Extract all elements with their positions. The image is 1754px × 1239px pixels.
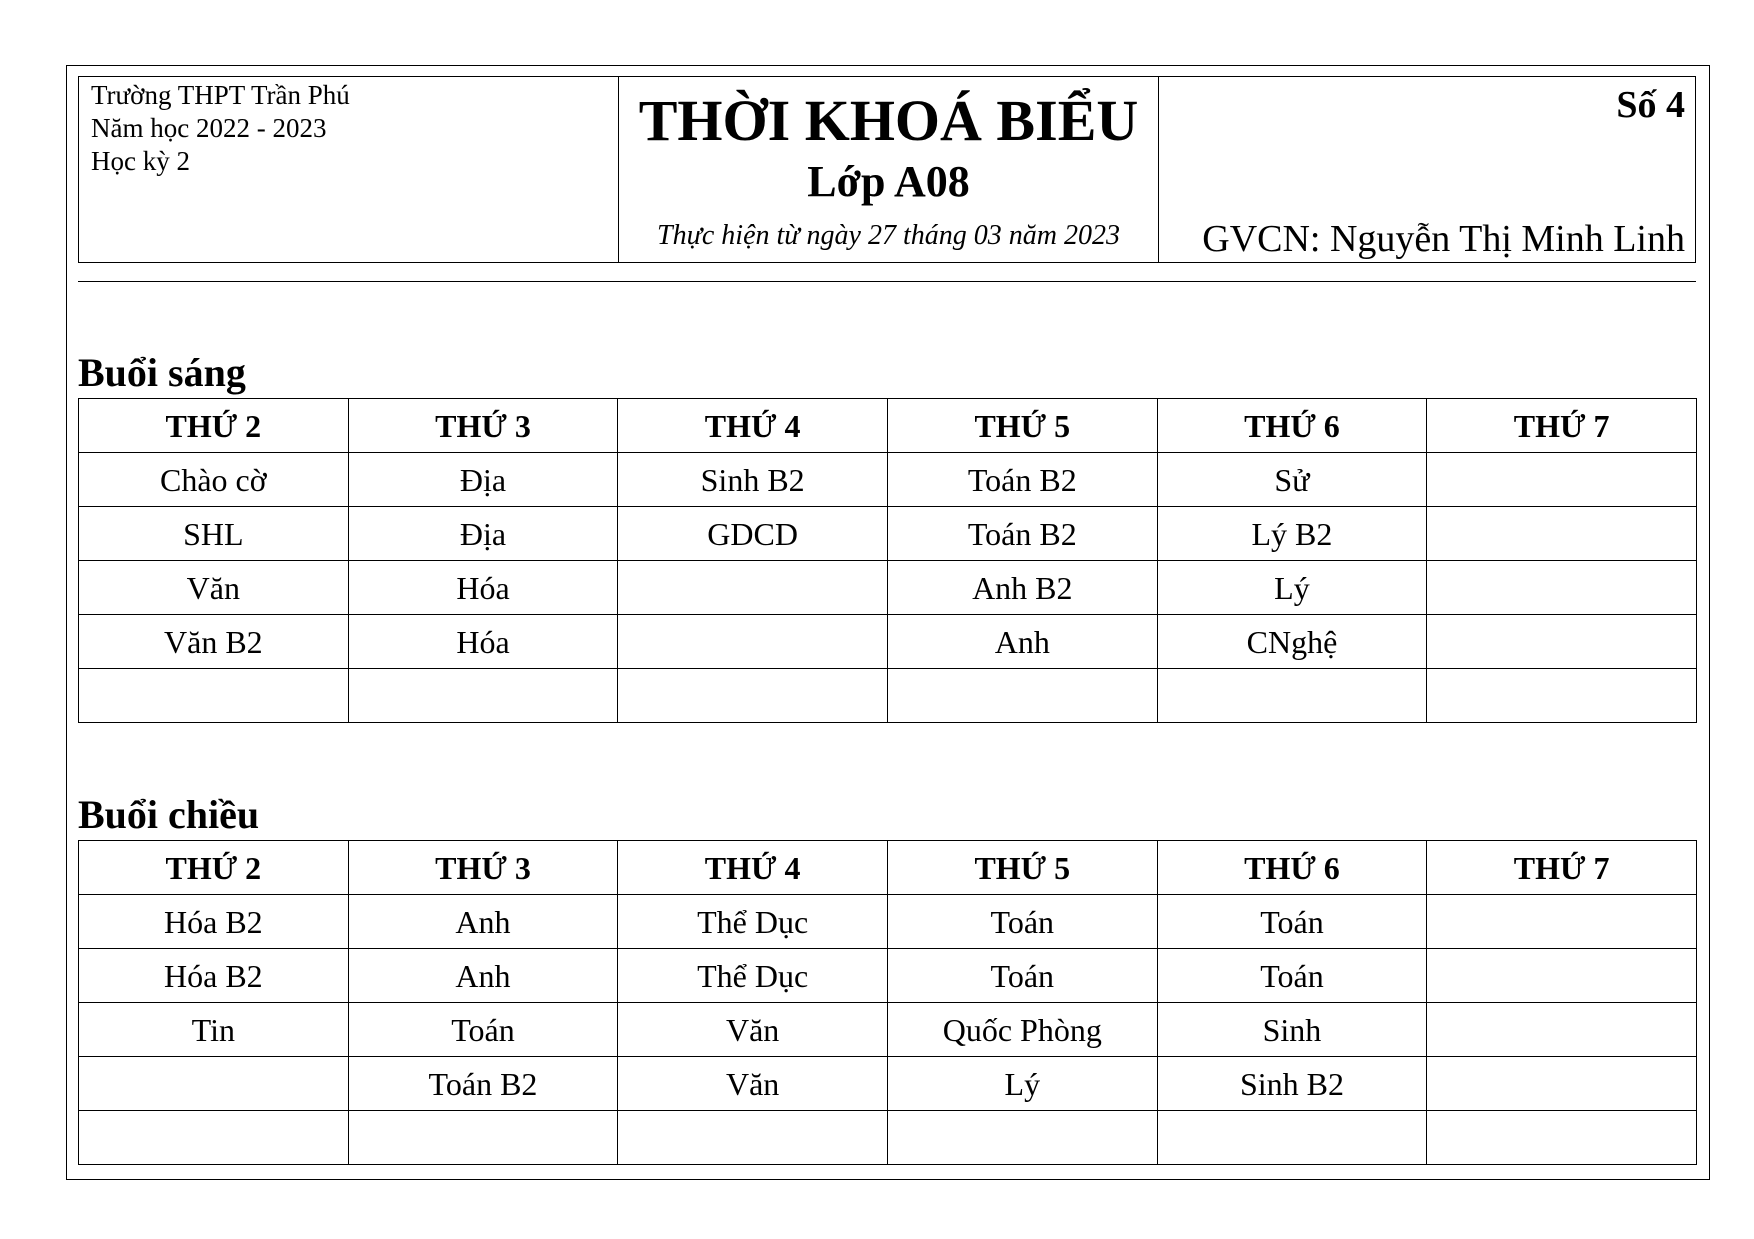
lesson-cell xyxy=(1427,895,1697,949)
lesson-cell xyxy=(1427,561,1697,615)
day-header: THỨ 7 xyxy=(1427,399,1697,453)
lesson-cell: Văn xyxy=(618,1003,888,1057)
day-header: THỨ 3 xyxy=(348,841,618,895)
school-name: Trường THPT Trần Phú xyxy=(91,80,350,110)
lesson-cell xyxy=(618,1111,888,1165)
lesson-cell xyxy=(1427,669,1697,723)
lesson-cell xyxy=(79,1111,349,1165)
lesson-cell xyxy=(1427,949,1697,1003)
lesson-cell: Địa xyxy=(348,453,618,507)
table-header-row xyxy=(79,399,1697,453)
table-row xyxy=(79,507,1697,561)
lesson-cell: Toán B2 xyxy=(887,453,1157,507)
morning-session-title: Buổi sáng xyxy=(78,350,246,395)
lesson-cell: Văn B2 xyxy=(79,615,349,669)
lesson-cell: Hóa xyxy=(348,615,618,669)
table-row xyxy=(79,561,1697,615)
lesson-cell xyxy=(1427,453,1697,507)
effective-date: Thực hiện từ ngày 27 tháng 03 năm 2023 xyxy=(657,220,1120,251)
lesson-cell: Thể Dục xyxy=(618,895,888,949)
day-header: THỨ 6 xyxy=(1157,841,1427,895)
lesson-cell xyxy=(1157,1111,1427,1165)
lesson-cell: Sinh xyxy=(1157,1003,1427,1057)
lesson-cell: Sinh B2 xyxy=(1157,1057,1427,1111)
table-header-row xyxy=(79,841,1697,895)
day-header: THỨ 7 xyxy=(1427,841,1697,895)
lesson-cell: Lý B2 xyxy=(1157,507,1427,561)
document-info xyxy=(1159,77,1695,262)
day-header: THỨ 4 xyxy=(618,399,888,453)
lesson-cell xyxy=(618,669,888,723)
afternoon-timetable xyxy=(78,840,1697,1165)
lesson-cell: Toán B2 xyxy=(348,1057,618,1111)
lesson-cell: Lý xyxy=(887,1057,1157,1111)
lesson-cell: Quốc Phòng xyxy=(887,1003,1157,1057)
page-title: THỜI KHOÁ BIỂU xyxy=(638,88,1139,153)
lesson-cell: Toán B2 xyxy=(887,507,1157,561)
lesson-cell xyxy=(1427,615,1697,669)
school-year: Năm học 2022 - 2023 xyxy=(91,113,327,143)
table-row xyxy=(79,949,1697,1003)
header-divider xyxy=(78,281,1696,282)
timetable-header xyxy=(78,76,1696,263)
day-header: THỨ 5 xyxy=(887,841,1157,895)
school-info xyxy=(79,77,619,262)
lesson-cell: Anh xyxy=(348,949,618,1003)
table-row xyxy=(79,1057,1697,1111)
lesson-cell xyxy=(618,561,888,615)
lesson-cell xyxy=(79,1057,349,1111)
lesson-cell: Lý xyxy=(1157,561,1427,615)
lesson-cell xyxy=(887,1111,1157,1165)
lesson-cell: Anh B2 xyxy=(887,561,1157,615)
lesson-cell xyxy=(1427,1057,1697,1111)
table-row xyxy=(79,1111,1697,1165)
document-number: Số 4 xyxy=(1616,84,1685,126)
day-header: THỨ 4 xyxy=(618,841,888,895)
day-header: THỨ 5 xyxy=(887,399,1157,453)
lesson-cell xyxy=(348,669,618,723)
semester: Học kỳ 2 xyxy=(91,146,190,176)
lesson-cell: Hóa xyxy=(348,561,618,615)
lesson-cell: Toán xyxy=(887,949,1157,1003)
lesson-cell xyxy=(1427,1111,1697,1165)
lesson-cell: SHL xyxy=(79,507,349,561)
table-row xyxy=(79,669,1697,723)
lesson-cell: Anh xyxy=(887,615,1157,669)
class-name: Lớp A08 xyxy=(807,157,970,206)
lesson-cell: Tin xyxy=(79,1003,349,1057)
lesson-cell: Hóa B2 xyxy=(79,895,349,949)
lesson-cell xyxy=(618,615,888,669)
lesson-cell xyxy=(1427,1003,1697,1057)
lesson-cell: Thể Dục xyxy=(618,949,888,1003)
lesson-cell: Văn xyxy=(79,561,349,615)
lesson-cell: Sinh B2 xyxy=(618,453,888,507)
table-row xyxy=(79,895,1697,949)
day-header: THỨ 3 xyxy=(348,399,618,453)
lesson-cell: Sử xyxy=(1157,453,1427,507)
table-row xyxy=(79,615,1697,669)
title-block xyxy=(619,77,1159,262)
table-row xyxy=(79,1003,1697,1057)
homeroom-teacher: GVCN: Nguyễn Thị Minh Linh xyxy=(1202,218,1685,260)
table-row xyxy=(79,453,1697,507)
lesson-cell: Toán xyxy=(1157,895,1427,949)
lesson-cell: Văn xyxy=(618,1057,888,1111)
lesson-cell: Hóa B2 xyxy=(79,949,349,1003)
lesson-cell: Toán xyxy=(887,895,1157,949)
lesson-cell xyxy=(348,1111,618,1165)
lesson-cell: Toán xyxy=(348,1003,618,1057)
lesson-cell xyxy=(887,669,1157,723)
lesson-cell xyxy=(1157,669,1427,723)
lesson-cell xyxy=(1427,507,1697,561)
lesson-cell xyxy=(79,669,349,723)
day-header: THỨ 2 xyxy=(79,841,349,895)
day-header: THỨ 6 xyxy=(1157,399,1427,453)
lesson-cell: GDCD xyxy=(618,507,888,561)
lesson-cell: Toán xyxy=(1157,949,1427,1003)
lesson-cell: Địa xyxy=(348,507,618,561)
afternoon-session-title: Buổi chiều xyxy=(78,792,260,837)
lesson-cell: Chào cờ xyxy=(79,453,349,507)
day-header: THỨ 2 xyxy=(79,399,349,453)
lesson-cell: CNghệ xyxy=(1157,615,1427,669)
lesson-cell: Anh xyxy=(348,895,618,949)
morning-timetable xyxy=(78,398,1697,723)
